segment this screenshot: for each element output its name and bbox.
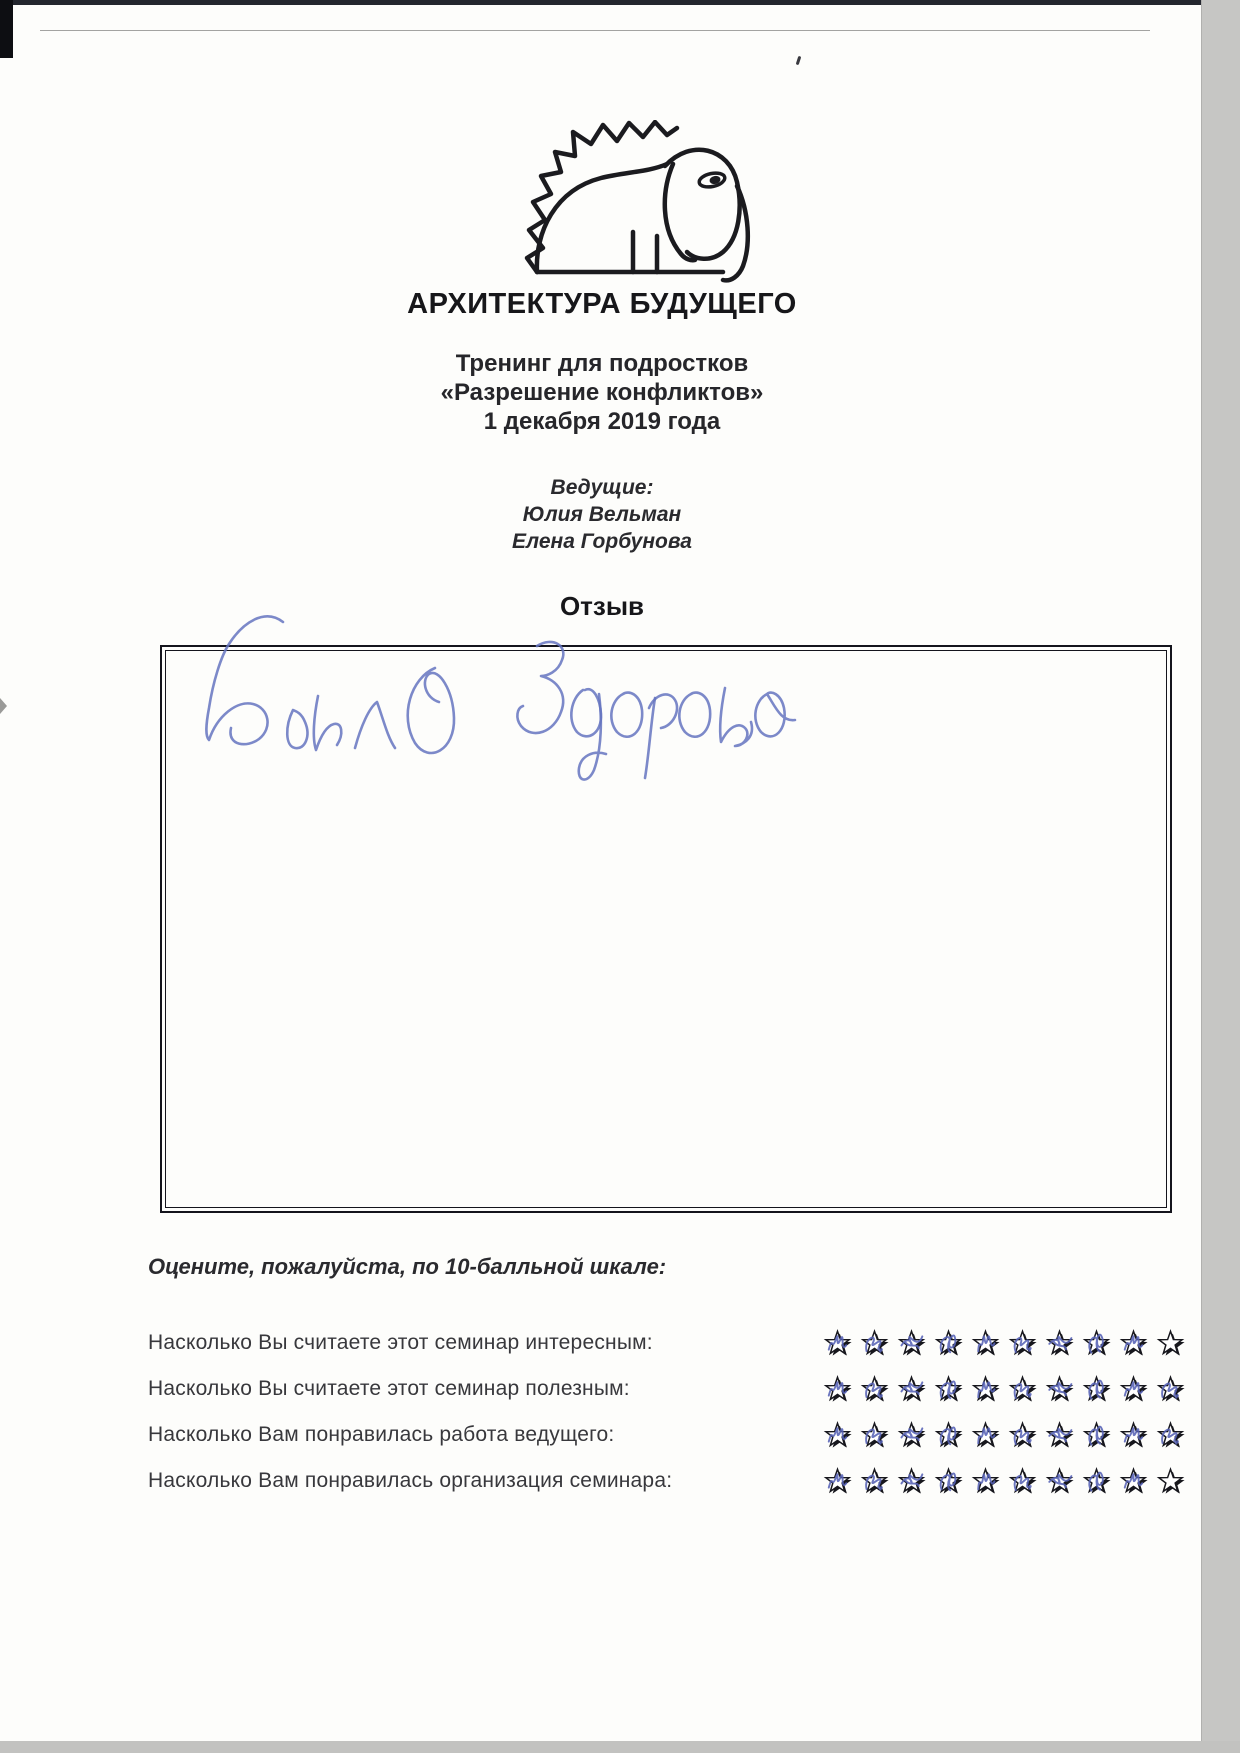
- star-icon: [1153, 1326, 1188, 1361]
- star-icon: [968, 1418, 1003, 1453]
- star-scale: [820, 1372, 1188, 1407]
- star-icon: [1042, 1372, 1077, 1407]
- star-scale: [820, 1418, 1188, 1453]
- star-icon: [820, 1326, 855, 1361]
- star-icon: [931, 1464, 966, 1499]
- scan-artifact: [0, 698, 7, 714]
- elephant-logo-icon: [515, 120, 765, 290]
- host-name: Юлия Вельман: [522, 503, 682, 526]
- star-icon: [931, 1418, 966, 1453]
- star-icon: [894, 1372, 929, 1407]
- scan-corner-artifact: [0, 0, 13, 58]
- scan-speck: [796, 56, 802, 65]
- star-icon: [1042, 1418, 1077, 1453]
- logo: [0, 120, 1204, 295]
- star-icon: [1042, 1464, 1077, 1499]
- star-icon: [931, 1326, 966, 1361]
- scan-fold-hairline: [40, 30, 1150, 31]
- star-icon: [820, 1418, 855, 1453]
- star-icon: [968, 1326, 1003, 1361]
- question-label: Насколько Вам понравилась организация семинара:: [148, 1469, 673, 1492]
- star-icon: [1116, 1326, 1151, 1361]
- question-label: Насколько Вы считаете этот семинар полезным:: [148, 1377, 630, 1400]
- star-icon: [1005, 1464, 1040, 1499]
- brand-lettering: АРХИТЕКТУРА БУДУЩЕГО: [407, 288, 797, 320]
- star-icon: [1079, 1372, 1114, 1407]
- star-icon: [820, 1372, 855, 1407]
- star-icon: [1042, 1326, 1077, 1361]
- question-label: Насколько Вам понравилась работа ведущего:: [148, 1423, 615, 1446]
- star-icon: [968, 1464, 1003, 1499]
- star-icon: [1079, 1464, 1114, 1499]
- star-icon: [857, 1372, 892, 1407]
- rating-row: [148, 1366, 1188, 1412]
- star-icon: [1153, 1464, 1188, 1499]
- question-label: Насколько Вы считаете этот семинар интересным:: [148, 1331, 653, 1354]
- star-icon: [820, 1464, 855, 1499]
- training-date: 1 декабря 2019 года: [483, 408, 721, 435]
- rating-row: [148, 1412, 1188, 1458]
- rating-instruction: Оцените, пожалуйста, по 10-балльной шкале:: [148, 1254, 667, 1279]
- star-icon: [968, 1372, 1003, 1407]
- star-icon: [1005, 1418, 1040, 1453]
- star-icon: [894, 1326, 929, 1361]
- scan-bottom-band: [0, 1741, 1240, 1753]
- rating-row: [148, 1458, 1188, 1504]
- hosts-label: Ведущие:: [550, 476, 654, 499]
- star-icon: [1116, 1418, 1151, 1453]
- star-icon: [1153, 1372, 1188, 1407]
- star-icon: [857, 1326, 892, 1361]
- scan-side-band: [1201, 0, 1240, 1753]
- scan-top-edge: [0, 0, 1240, 5]
- host-name: Елена Горбунова: [512, 530, 692, 553]
- feedback-section-title: Отзыв: [559, 591, 645, 621]
- star-icon: [1005, 1372, 1040, 1407]
- star-icon: [857, 1418, 892, 1453]
- rating-row: [148, 1320, 1188, 1366]
- handwritten-note: [185, 598, 805, 808]
- star-icon: [894, 1418, 929, 1453]
- star-icon: [1005, 1326, 1040, 1361]
- star-icon: [1079, 1326, 1114, 1361]
- training-title-line2: «Разрешение конфликтов»: [440, 379, 764, 406]
- star-icon: [931, 1372, 966, 1407]
- star-icon: [1116, 1372, 1151, 1407]
- star-icon: [857, 1464, 892, 1499]
- star-icon: [1153, 1418, 1188, 1453]
- star-scale: [820, 1464, 1188, 1499]
- star-icon: [1116, 1464, 1151, 1499]
- star-icon: [1079, 1418, 1114, 1453]
- star-icon: [894, 1464, 929, 1499]
- star-scale: [820, 1326, 1188, 1361]
- training-title-line1: Тренинг для подростков: [455, 350, 749, 377]
- rating-rows: [148, 1320, 1188, 1504]
